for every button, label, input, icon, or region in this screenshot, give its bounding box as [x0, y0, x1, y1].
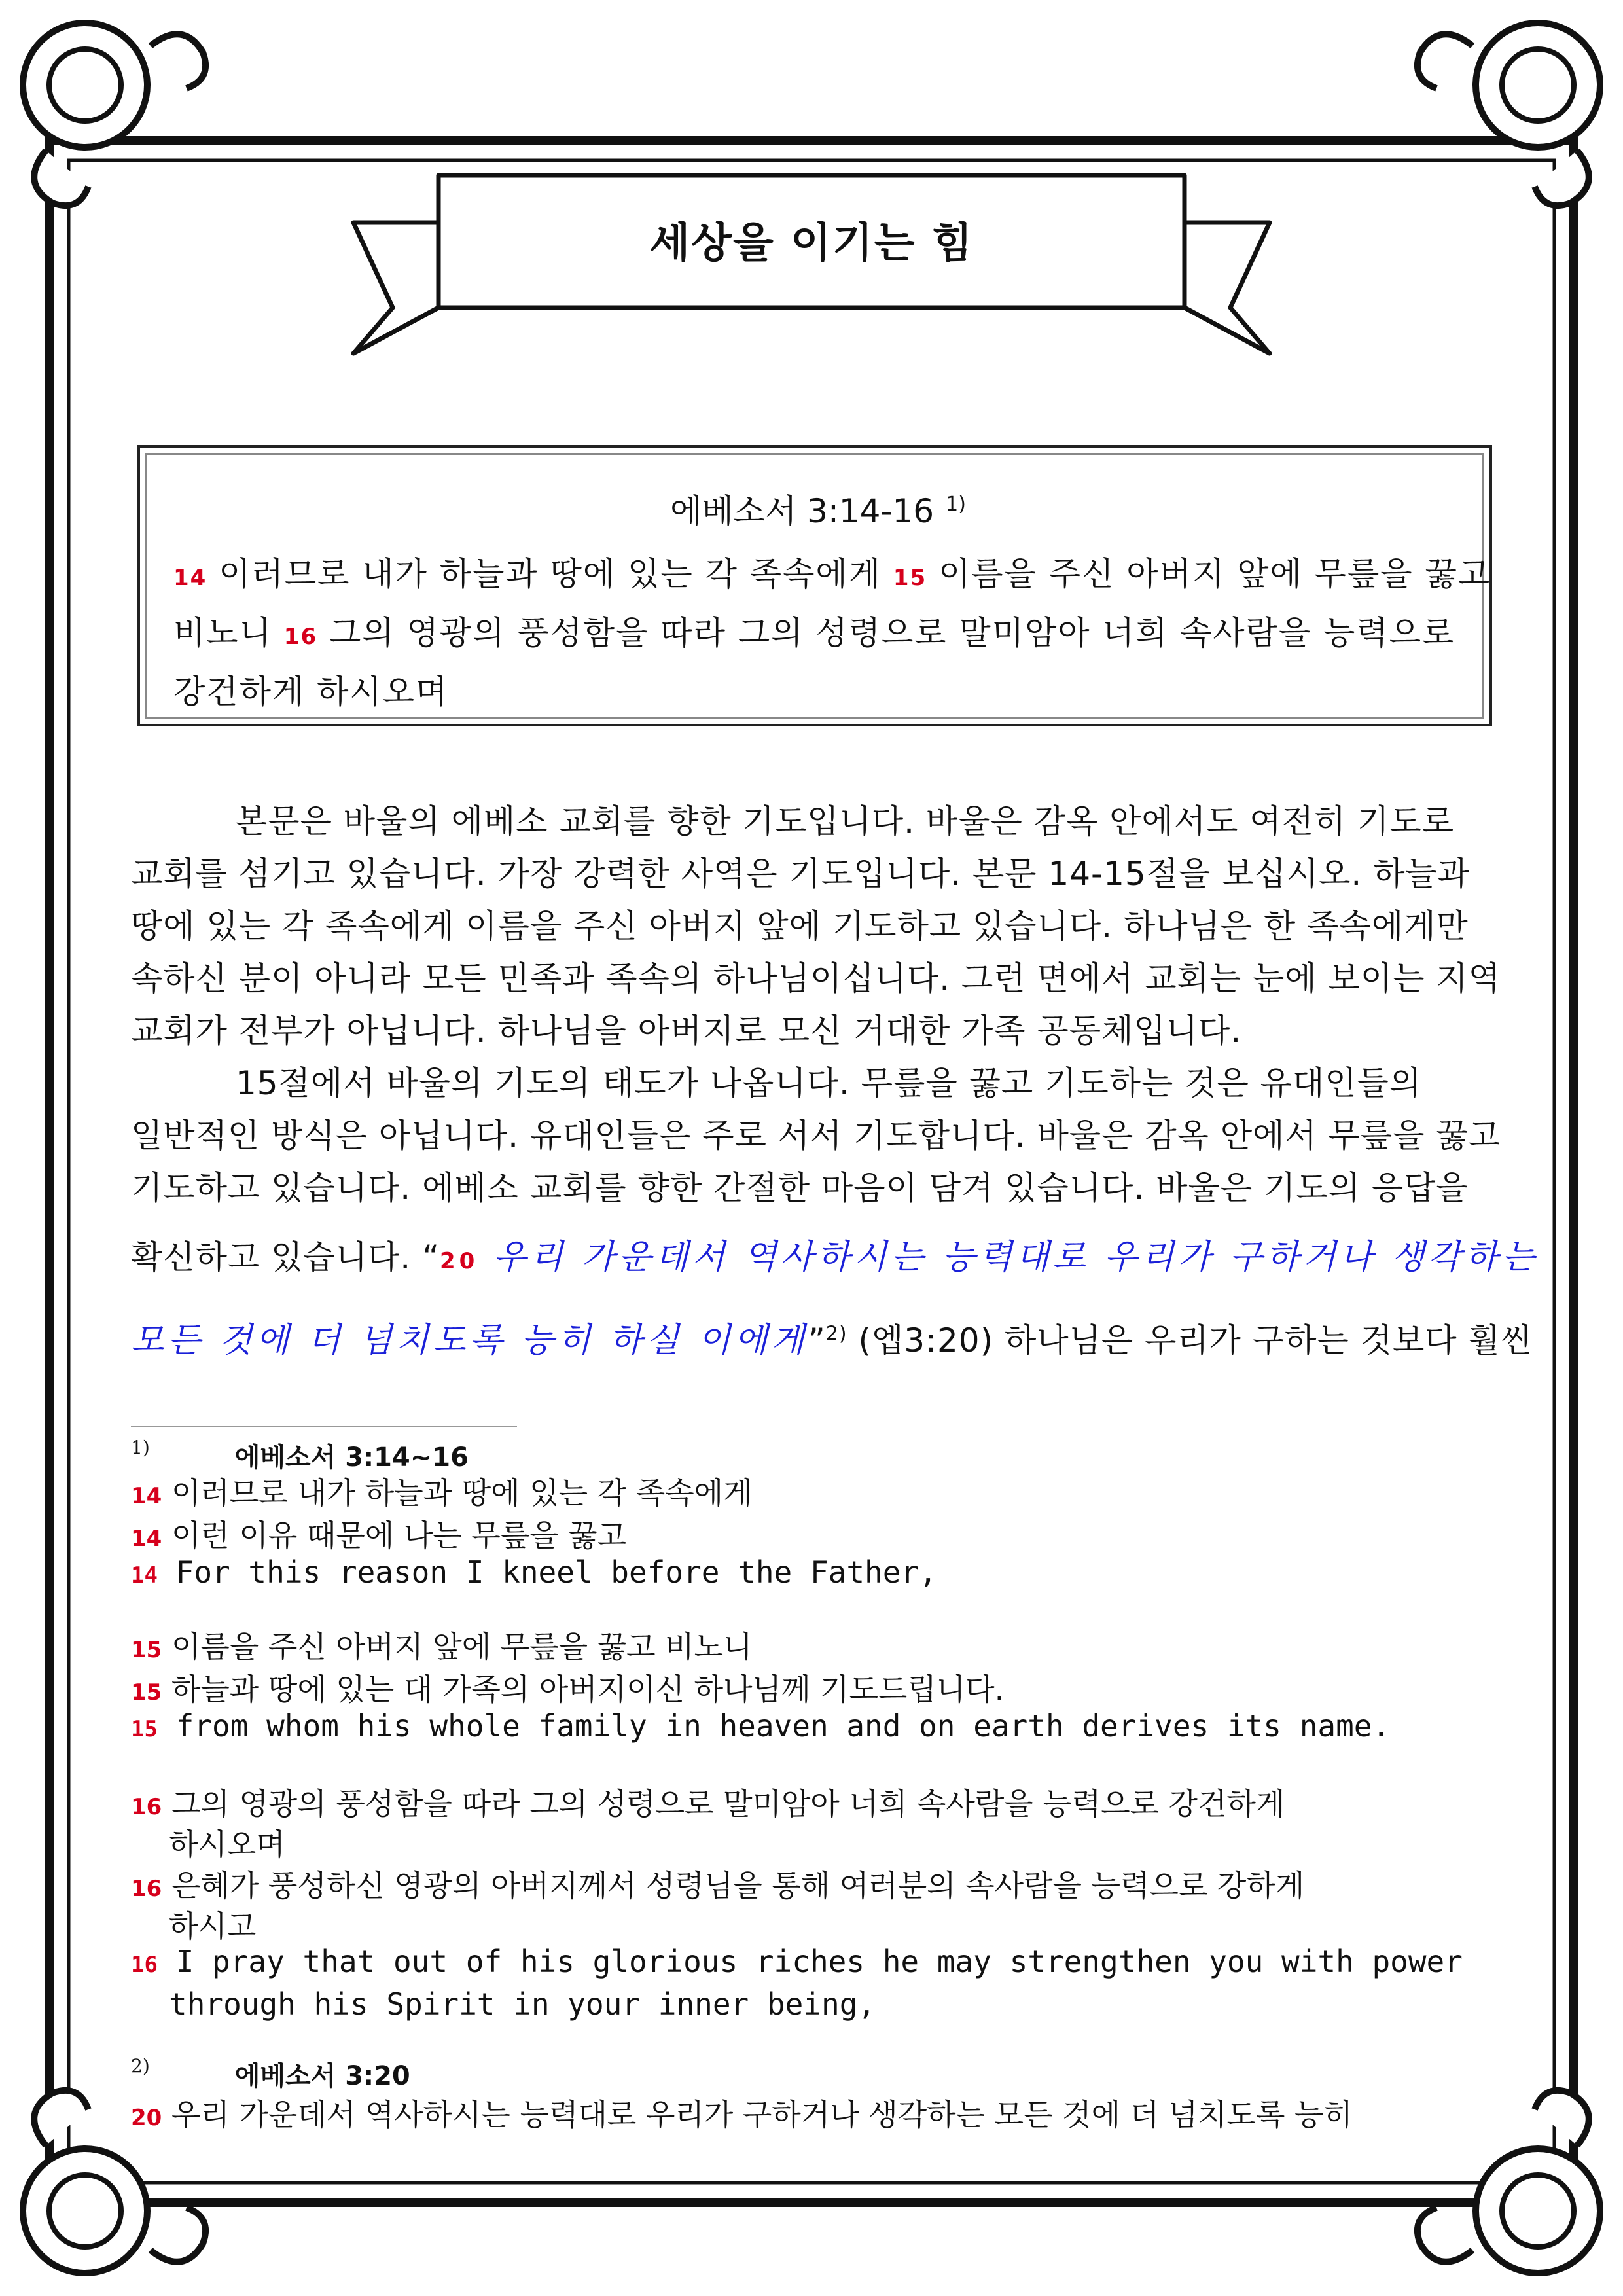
footnote-verse-english — [131, 1944, 1463, 1979]
verse-text: I pray that out of his glorious riches he may strengthen you with power — [157, 1944, 1463, 1979]
verse-number: 14 — [131, 1562, 158, 1588]
body-line: 본문은 바울의 에베소 교회를 향한 기도입니다. 바울은 감옥 안에서도 여전히 기도로 — [236, 802, 1455, 840]
verse-number: 20 — [439, 1248, 479, 1274]
verse-number: 15 — [893, 565, 927, 591]
scripture-line — [173, 664, 1463, 719]
footnote-verse — [131, 1862, 1304, 1905]
scripture-reference-text: 에베소서 3:14-16 — [670, 492, 935, 530]
body-line: 속하신 분이 아니라 모든 민족과 족속의 하나님이십니다. 그런 면에서 교회는 눈에 보이는 지역 — [131, 960, 1501, 997]
verse-text: 이름을 주신 아버지 앞에 무릎을 꿇고 비노니 — [162, 1629, 753, 1664]
verse-number: 16 — [283, 624, 318, 650]
body-line-with-quote — [131, 1312, 1533, 1361]
verse-number: 14 — [131, 1526, 162, 1552]
footnote-verse-continued: through his Spirit in your inner being, — [169, 1986, 876, 2022]
verse-number: 16 — [131, 1876, 162, 1902]
page-title: 세상을 이기는 힘 — [649, 219, 974, 268]
corner-ornament-icon — [1418, 23, 1600, 206]
scripture-line — [173, 547, 1491, 605]
footnote-mark-1[interactable]: 1) — [946, 493, 966, 516]
quote-text: 우리 가운데서 역사하시는 능력대로 우리가 구하거나 생각하는 — [478, 1238, 1539, 1277]
footnote-verse — [131, 1666, 1004, 1709]
body-line: 일반적인 방식은 아닙니다. 유대인들은 주로 서서 기도합니다. 바울은 감옥 안에서 무릎을 꿇고 — [131, 1117, 1501, 1155]
handwritten-quote — [440, 1238, 1539, 1277]
footnote-header — [131, 1437, 469, 1474]
footnote-mark-2[interactable]: 2) — [825, 1322, 847, 1346]
footnote-separator — [131, 1426, 517, 1427]
body-line: 교회가 전부가 아닙니다. 하나님을 아버지로 모신 거대한 가족 공동체입니다. — [131, 1012, 1242, 1050]
verse-text: 이름을 주신 아버지 앞에 무릎을 꿇고 — [927, 555, 1491, 593]
quote-close: ” — [808, 1321, 826, 1359]
scripture-reference — [173, 485, 1463, 532]
footnote-verse-english — [131, 1554, 937, 1590]
verse-number: 14 — [131, 1483, 162, 1509]
verse-text: For this reason I kneel before the Father, — [157, 1554, 937, 1590]
scripture-box — [137, 445, 1492, 726]
footnote-verse-english — [131, 1708, 1390, 1744]
verse-text: 이러므로 내가 하늘과 땅에 있는 각 족속에게 — [207, 555, 893, 593]
body-line: 교회를 섬기고 있습니다. 가장 강력한 사역은 기도입니다. 본문 14-15절을 보십시오. 하늘과 — [131, 855, 1471, 893]
verse-text: 그의 영광의 풍성함을 따라 그의 성령으로 말미암아 너희 속사람을 능력으로 — [317, 614, 1455, 652]
footnote-number: 1) — [131, 1437, 150, 1458]
body-line: 기도하고 있습니다. 에베소 교회를 향한 간절한 마음이 담겨 있습니다. 바울은 기도의 응답을 — [131, 1169, 1469, 1207]
handwritten-quote: 모든 것에 더 넘치도록 능히 하실 이에게 — [131, 1321, 808, 1360]
scripture-line — [173, 605, 1463, 664]
verse-text: 은혜가 풍성하신 영광의 아버지께서 성령님을 통해 여러분의 속사람을 능력으로 강하게 — [162, 1868, 1305, 1903]
footnote-header — [131, 2055, 410, 2092]
corner-ornament-icon — [23, 23, 205, 206]
verse-text: 비노니 — [173, 614, 284, 652]
verse-number: 15 — [131, 1637, 162, 1663]
footnote-verse-continued: 하시오며 — [169, 1827, 285, 1862]
footnote-verse — [131, 1623, 753, 1666]
verse-number: 15 — [131, 1679, 162, 1706]
verse-number: 20 — [131, 2105, 162, 2131]
footnote-heading: 에베소서 3:14~16 — [234, 1443, 469, 1473]
verse-text: 우리 가운데서 역사하시는 능력대로 우리가 구하거나 생각하는 모든 것에 더 넘치도록 능히 — [162, 2097, 1353, 2132]
footnote-heading: 에베소서 3:20 — [234, 2061, 410, 2091]
footnote-verse — [131, 1469, 753, 1513]
verse-text: 그의 영광의 풍성함을 따라 그의 성령으로 말미암아 너희 속사람을 능력으로 강건하게 — [162, 1786, 1285, 1821]
body-line: 15절에서 바울의 기도의 태도가 나옵니다. 무릎을 꿇고 기도하는 것은 유대인들의 — [236, 1064, 1422, 1102]
verse-number: 16 — [131, 1952, 158, 1978]
verse-number: 15 — [131, 1716, 158, 1742]
body-line-with-quote — [131, 1229, 1539, 1278]
verse-text: 하늘과 땅에 있는 대 가족의 아버지이신 하나님께 기도드립니다. — [162, 1672, 1005, 1707]
verse-text: 강건하게 하시오며 — [173, 673, 449, 711]
body-text: 확신하고 있습니다. “ — [131, 1238, 440, 1276]
footnote-verse-continued: 하시고 — [169, 1909, 257, 1944]
footnote-verse — [131, 1512, 626, 1555]
verse-text: from whom his whole family in heaven and on earth derives its name. — [157, 1708, 1391, 1744]
scripture-box-inner — [145, 453, 1491, 719]
body-line: 땅에 있는 각 족속에게 이름을 주신 아버지 앞에 기도하고 있습니다. 하나님은 한 족속에게만 — [131, 907, 1469, 945]
body-text: (엡3:20) 하나님은 우리가 구하는 것보다 훨씬 — [847, 1321, 1533, 1359]
footnote-number: 2) — [131, 2055, 150, 2077]
verse-text: 이런 이유 때문에 나는 무릎을 꿇고 — [162, 1518, 627, 1553]
verse-number: 14 — [173, 565, 207, 591]
verse-number: 16 — [131, 1794, 162, 1820]
verse-text: 이러므로 내가 하늘과 땅에 있는 각 족속에게 — [162, 1475, 753, 1511]
footnote-verse — [131, 1780, 1285, 1823]
footnote-verse — [131, 2091, 1353, 2134]
